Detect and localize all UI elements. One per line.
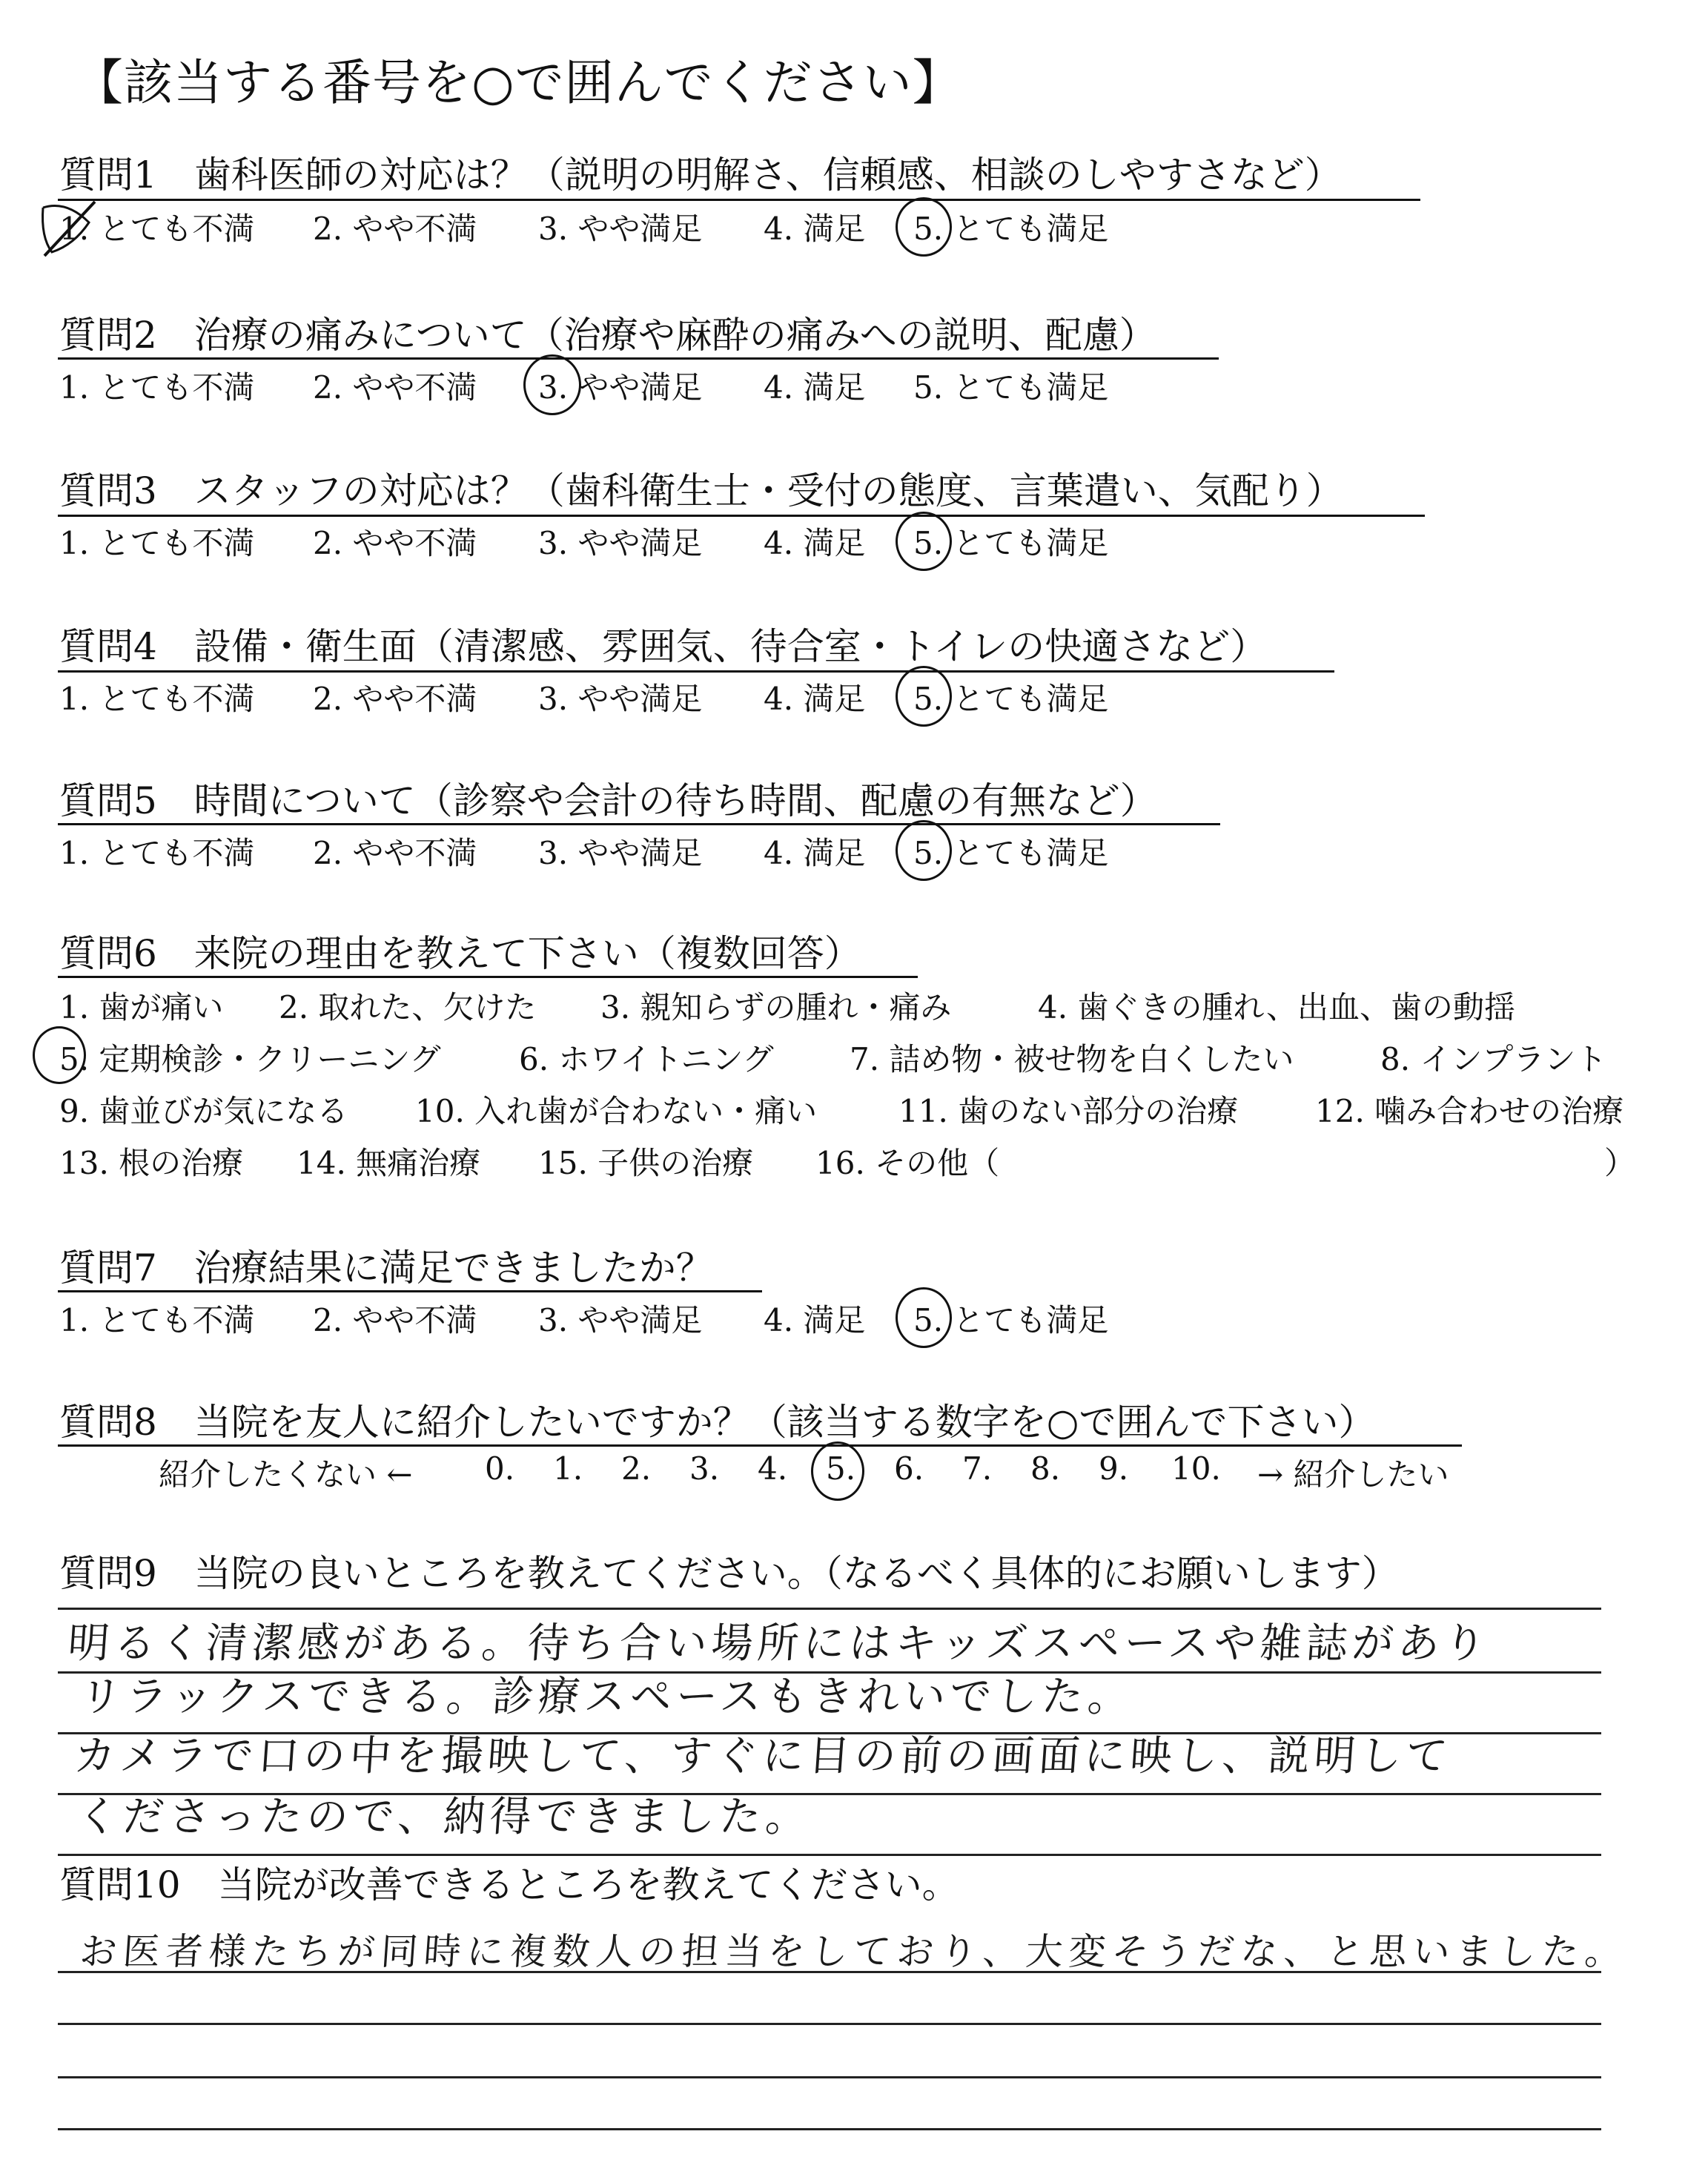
q6-option-14[interactable]: 14. 無痛治療 (297, 1145, 481, 1181)
page-title: 【該当する番号を○で囲んでください】 (74, 54, 962, 111)
q3-option-5[interactable]: 5. とても満足 (913, 525, 1109, 561)
q5-option-2[interactable]: 2. やや不満 (313, 835, 477, 871)
q5-selection-circle (896, 820, 952, 881)
q4-option-1[interactable]: 1. とても不満 (59, 681, 255, 717)
q8-number-7[interactable]: 7. (962, 1450, 993, 1487)
q5-option-4[interactable]: 4. 満足 (764, 835, 866, 871)
q8-left-label: 紹介したくない ← (159, 1456, 413, 1493)
q8-number-5[interactable]: 5. (826, 1450, 856, 1487)
question-7-title: 質問7 治療結果に満足できましたか？ (59, 1246, 713, 1289)
q2-option-3[interactable]: 3. やや満足 (538, 369, 703, 406)
q2-option-2[interactable]: 2. やや不満 (313, 369, 477, 406)
q1-option-3[interactable]: 3. やや満足 (538, 211, 703, 247)
q6-option-6[interactable]: 6. ホワイトニング (519, 1041, 774, 1077)
q4-selection-circle (896, 666, 952, 727)
q10-answer-line-1: お医者様たちが同時に複数人の担当をしており、大変そうだな、と思いました。 (78, 1930, 1629, 1973)
q8-number-2[interactable]: 2. (621, 1450, 652, 1487)
q2-option-4[interactable]: 4. 満足 (764, 369, 866, 406)
q1-option-2[interactable]: 2. やや不満 (313, 211, 477, 247)
q1-option-5[interactable]: 5. とても満足 (913, 211, 1109, 247)
q8-number-9[interactable]: 9. (1099, 1450, 1129, 1487)
q8-number-1[interactable]: 1. (553, 1450, 583, 1487)
q7-option-3[interactable]: 3. やや満足 (538, 1302, 703, 1338)
q7-option-5[interactable]: 5. とても満足 (913, 1302, 1109, 1338)
question-10-title: 質問10 当院が改善できるところを教えてください。 (59, 1863, 959, 1906)
q6-option-12[interactable]: 12. 噛み合わせの治療 (1315, 1093, 1624, 1129)
q6-option-9[interactable]: 9. 歯並びが気になる (59, 1093, 348, 1129)
q10-write-line-3 (58, 2076, 1601, 2078)
question-2-underline (58, 357, 1219, 360)
q6-option-15[interactable]: 15. 子供の治療 (538, 1145, 754, 1181)
q2-selection-circle (523, 354, 581, 415)
q6-option-13[interactable]: 13. 根の治療 (59, 1145, 244, 1181)
q3-selection-circle (896, 512, 952, 571)
question-7-underline (58, 1290, 762, 1292)
q3-option-3[interactable]: 3. やや満足 (538, 525, 703, 561)
q9-answer-line-4: くださったので、納得できました。 (75, 1793, 813, 1841)
q6-option-11[interactable]: 11. 歯のない部分の治療 (898, 1093, 1239, 1129)
q1-option-1[interactable]: 1. とても不満 (59, 211, 255, 247)
q8-selection-circle (811, 1441, 864, 1501)
q6-option-7[interactable]: 7. 詰め物・被せ物を白くしたい (850, 1041, 1294, 1077)
q10-write-line-4 (58, 2128, 1601, 2130)
question-5-title: 質問5 時間について（診察や会計の待ち時間、配慮の有無など） (59, 779, 1157, 822)
q3-option-2[interactable]: 2. やや不満 (313, 525, 477, 561)
q6-option-16[interactable]: 16. その他（ (815, 1145, 1000, 1181)
q6-option-8[interactable]: 8. インプラント (1380, 1041, 1607, 1077)
question-8-underline (58, 1444, 1462, 1447)
q6-selection-circle (33, 1026, 86, 1084)
q6-other-close-paren: ） (1604, 1145, 1636, 1181)
question-4-underline (58, 670, 1334, 673)
q8-number-3[interactable]: 3. (689, 1450, 720, 1487)
question-9-title: 質問9 当院の良いところを教えてください。（なるべく具体的にお願いします） (59, 1552, 1399, 1595)
q6-option-10[interactable]: 10. 入れ歯が合わない・痛い (415, 1093, 818, 1129)
q8-number-10[interactable]: 10. (1171, 1450, 1221, 1487)
question-6-underline (58, 976, 918, 978)
question-6-title: 質問6 来院の理由を教えて下さい（複数回答） (59, 932, 861, 975)
q2-option-1[interactable]: 1. とても不満 (59, 369, 255, 406)
question-2-title: 質問2 治療の痛みについて（治療や麻酔の痛みへの説明、配慮） (59, 314, 1156, 357)
q1-option-4[interactable]: 4. 満足 (764, 211, 866, 247)
question-3-title: 質問3 スタッフの対応は？（歯科衛生士・受付の態度、言葉遣い、気配り） (59, 469, 1343, 512)
q7-option-2[interactable]: 2. やや不満 (313, 1302, 477, 1338)
q9-answer-line-2: リラックスできる。診療スペースもきれいでした。 (78, 1673, 1136, 1721)
q4-option-3[interactable]: 3. やや満足 (538, 681, 703, 717)
q9-answer-line-1: 明るく清潔感がある。待ち合い場所にはキッズスペースや雑誌があり (66, 1619, 1492, 1668)
question-3-underline (58, 515, 1425, 517)
q8-number-0[interactable]: 0. (485, 1450, 515, 1487)
q7-option-4[interactable]: 4. 満足 (764, 1302, 866, 1338)
q6-option-5[interactable]: 5. 定期検診・クリーニング (59, 1041, 441, 1077)
question-4-title: 質問4 設備・衛生面（清潔感、雰囲気、待合室・トイレの快適さなど） (59, 625, 1268, 668)
q6-option-1[interactable]: 1. 歯が痛い (59, 989, 224, 1025)
q6-option-3[interactable]: 3. 親知らずの腫れ・痛み (600, 989, 952, 1025)
q9-write-line-1 (58, 1608, 1601, 1610)
q8-number-8[interactable]: 8. (1030, 1450, 1061, 1487)
q7-selection-circle (896, 1287, 952, 1348)
q2-option-5[interactable]: 5. とても満足 (913, 369, 1109, 406)
q3-option-1[interactable]: 1. とても不満 (59, 525, 255, 561)
q5-option-1[interactable]: 1. とても不満 (59, 835, 255, 871)
q4-option-2[interactable]: 2. やや不満 (313, 681, 477, 717)
q5-option-3[interactable]: 3. やや満足 (538, 835, 703, 871)
question-1-title: 質問1 歯科医師の対応は？（説明の明解さ、信頼感、相談のしやすさなど） (59, 153, 1342, 196)
q4-option-5[interactable]: 5. とても満足 (913, 681, 1109, 717)
q4-option-4[interactable]: 4. 満足 (764, 681, 866, 717)
q6-option-2[interactable]: 2. 取れた、欠けた (279, 989, 537, 1025)
question-8-title: 質問8 当院を友人に紹介したいですか？（該当する数字を○で囲んで下さい） (59, 1401, 1376, 1444)
q5-option-5[interactable]: 5. とても満足 (913, 835, 1109, 871)
q7-option-1[interactable]: 1. とても不満 (59, 1302, 255, 1338)
q10-write-line-2 (58, 2023, 1601, 2025)
q9-answer-line-3: カメラで口の中を撮映して、すぐに目の前の画面に映し、説明して (72, 1732, 1454, 1780)
question-5-underline (58, 823, 1220, 825)
q6-option-4[interactable]: 4. 歯ぐきの腫れ、出血、歯の動揺 (1038, 989, 1515, 1025)
q8-number-6[interactable]: 6. (894, 1450, 924, 1487)
q3-option-4[interactable]: 4. 満足 (764, 525, 866, 561)
q8-right-label: → 紹介したい (1257, 1456, 1449, 1493)
q8-number-4[interactable]: 4. (758, 1450, 788, 1487)
